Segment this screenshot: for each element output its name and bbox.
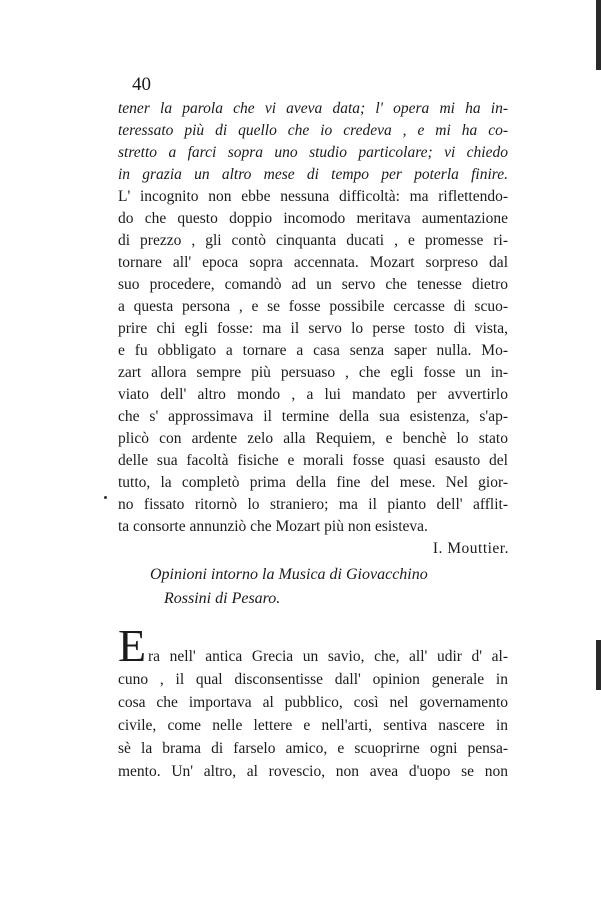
page-edge-mark [596,640,601,690]
text-line: teressato più di quello che io credeva , e mi ha co- [118,122,508,139]
text-line: cuno , il qual disconsentisse dall' opinion generale in [118,671,508,688]
drop-cap: E [118,620,147,671]
text-line: ta consorte annunziò che Mozart più non esisteva. [118,518,428,535]
text-line: civile, come nelle lettere e nell'arti, sentiva nascere in [118,717,508,734]
text-line: di prezzo , gli contò cinquanta ducati , e promesse ri- [118,232,508,249]
text-line: cosa che importava al pubblico, così nel governamento [118,694,508,711]
signature: I. Mouttier. [432,540,509,557]
text-line: tornare all' epoca sopra accennata. Mozart sorpreso dal [118,254,508,271]
text-line: in grazia un altro mese di tempo per poterla finire. [118,166,508,183]
text-line: tener la parola che vi aveva data; l' opera mi ha in- [118,100,508,117]
text-line: do che questo doppio incomodo meritava aumentazione [118,210,508,227]
text-line: che s' approssimava il termine della sua esistenza, s'ap- [118,408,508,425]
text-line: delle sua facoltà fisiche e morali fosse quasi esausto del [118,452,508,469]
section-title: Opinioni intorno la Musica di Giovacchino [150,566,428,583]
page-number: 40 [132,74,151,95]
text-line: suo procedere, comandò ad un servo che tenesse dietro [118,276,508,293]
text-line: viato dell' altro mondo , a lui mandato per avvertirlo [118,386,508,403]
text-line: no fissato ritornò lo straniero; ma il pianto dell' afflit- [118,496,508,513]
text-line: prire chi egli fosse: ma il servo lo perse tosto di vista, [118,320,508,337]
text-line: zart allora sempre più persuaso , che egli fosse un in- [118,364,508,381]
text-line: a questa persona , e se fosse possibile cercasse di scuo- [118,298,508,315]
text-line: tutto, la completò prima della fine del mese. Nel gior- [118,474,508,491]
section-title: Rossini di Pesaro. [164,590,281,607]
text-line: stretto a farci sopra uno studio particolare; vi chiedo [118,144,508,161]
text-line: L' incognito non ebbe nessuna difficoltà: ma riflettendo- [118,188,508,205]
text-line: sè la brama di farselo amico, e scuoprirne ogni pensa- [118,740,508,757]
text-line: mento. Un' altro, al rovescio, non avea d'uopo se non [118,763,508,780]
ink-speck [104,496,107,499]
text-line: ra nell' antica Grecia un savio, che, all' udir d' al- [148,648,508,665]
text-line: plicò con ardente zelo alla Requiem, e benchè lo stato [118,430,508,447]
page-edge-mark [596,0,601,70]
text-line: e fu obbligato a tornare a casa senza saper nulla. Mo- [118,342,508,359]
